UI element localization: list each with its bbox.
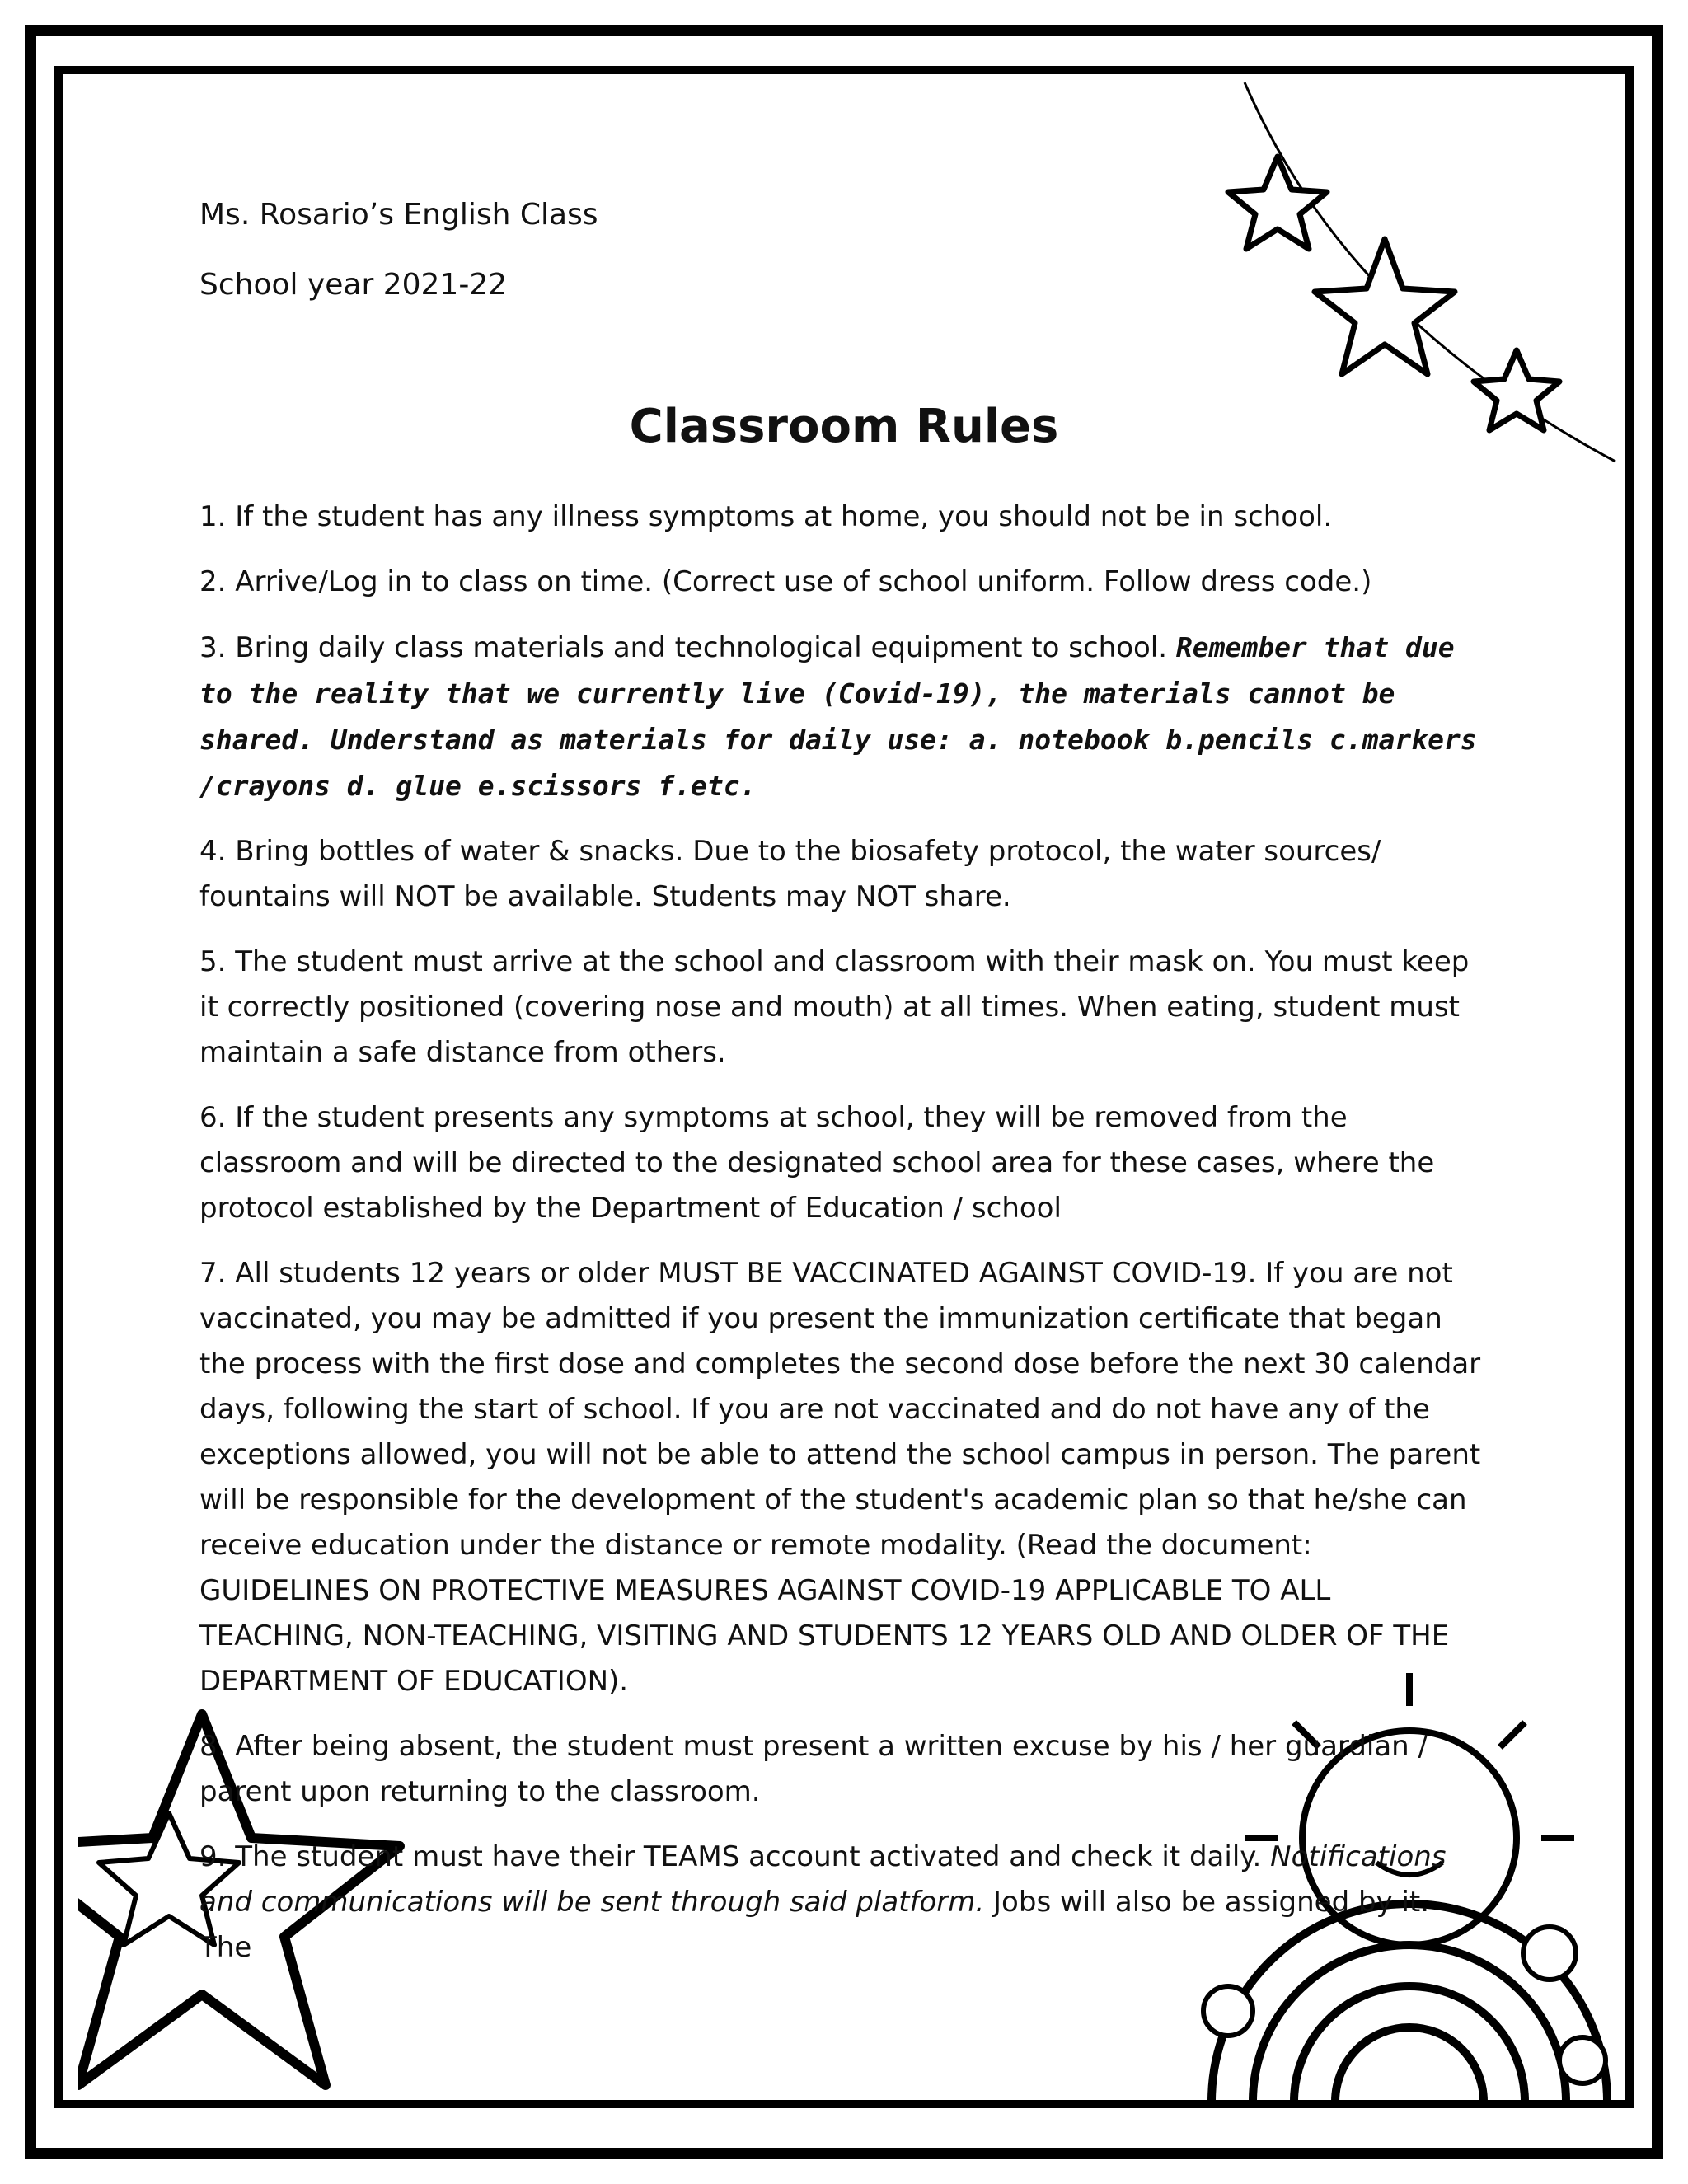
rule-text: 3. Bring daily class materials and technological equipment to school. bbox=[199, 631, 1176, 664]
page-title: Classroom Rules bbox=[629, 400, 1059, 453]
rule-text: 8. After being absent, the student must present a written excuse by his / her guardian / parent upon returning to the classroom. bbox=[199, 1730, 1428, 1808]
rules-list bbox=[199, 494, 1485, 1990]
rule-item bbox=[199, 829, 1485, 920]
rule-item bbox=[199, 1835, 1485, 1971]
school-year: School year 2021-22 bbox=[199, 268, 508, 302]
rule-text: 7. All students 12 years or older MUST BE VACCINATED AGAINST COVID-19. If you are not vaccinated, you may be admitted if you present the immunization certificate that began the process with the first dose and completes the second dose before the next 30 calendar days, following the start of school. If you are not vaccinated and do not have any of the exceptions allowed, you will not be able to attend the school campus in person. The parent will be responsible for the development of the student's academic plan so that he/she can receive education under the distance or remote modality. (Read the document: GUIDELINES ON PROTECTIVE MEASURES AGAINST COVID-19 APPLICABLE TO ALL TEACHING, NON-TEACHING, VISITING AND STUDENTS 12 YEARS OLD AND OLDER OF THE DEPARTMENT OF EDUCATION). bbox=[199, 1257, 1481, 1698]
rule-text: 2. Arrive/Log in to class on time. (Correct use of school uniform. Follow dress code.) bbox=[199, 565, 1372, 598]
rule-item bbox=[199, 625, 1485, 809]
rule-italic: Notifications and communications will be sent through said platform. bbox=[199, 1840, 1447, 1919]
class-name: Ms. Rosario’s English Class bbox=[199, 198, 598, 232]
rule-text: 9. The student must have their TEAMS account activated and check it daily. bbox=[199, 1840, 1271, 1873]
rule-item bbox=[199, 560, 1485, 605]
rule-emphasis: Remember that due to the reality that we currently live (Covid-19), the materials cannot be shared. Understand as materials for daily use: a. notebook b.pencils c.markers /crayons d. glue e.scissors f.etc. bbox=[199, 631, 1477, 802]
rule-item bbox=[199, 1251, 1485, 1704]
rule-item bbox=[199, 1724, 1485, 1815]
rule-item bbox=[199, 494, 1485, 540]
rule-item bbox=[199, 1095, 1485, 1231]
rule-text: 4. Bring bottles of water & snacks. Due to the biosafety protocol, the water sources/ fountains will NOT be available. Students may NOT share. bbox=[199, 835, 1381, 913]
rule-text-after: Jobs will also be assigned by it. The bbox=[199, 1886, 1430, 1964]
rule-text: 6. If the student presents any symptoms at school, they will be removed from the classroom and will be directed to the designated school area for these cases, where the protocol established by the Department of Education / school bbox=[199, 1101, 1435, 1225]
rule-text: 5. The student must arrive at the school and classroom with their mask on. You must keep it correctly positioned (covering nose and mouth) at all times. When eating, student must maintain a safe distance from others. bbox=[199, 945, 1470, 1069]
rule-item bbox=[199, 940, 1485, 1076]
rule-text: 1. If the student has any illness symptoms at home, you should not be in school. bbox=[199, 500, 1333, 533]
